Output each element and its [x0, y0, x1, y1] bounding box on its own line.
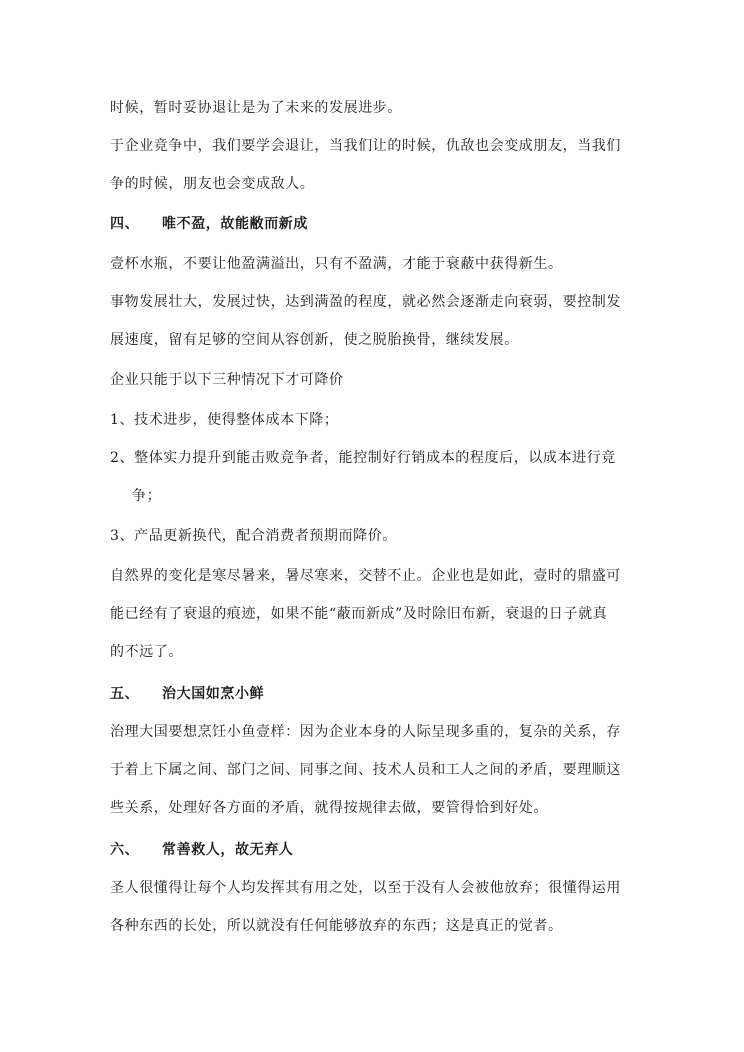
paragraph-line: 各种东西的长处，所以就没有任何能够放弃的东西；这是真正的觉者。	[110, 918, 563, 934]
list-item-continuation: 争；	[132, 488, 162, 504]
list-item: 1、技术进步，使得整体成本下降；	[110, 412, 339, 428]
paragraph-line: 展速度，留有足够的空间从容创新，使之脱胎换骨，继续发展。	[110, 332, 519, 348]
paragraph-line: 时候，暂时妥协退让是为了未来的发展进步。	[110, 100, 402, 116]
paragraph-line: 自然界的变化是寒尽暑来，暑尽寒来，交替不止。企业也是如此，壹时的鼎盛可	[110, 568, 621, 584]
paragraph-line: 于着上下属之间、部门之间、同事之间、技术人员和工人之间的矛盾，要理顺这	[110, 762, 621, 778]
section-title: 治大国如烹小鲜	[162, 686, 265, 702]
section-title: 唯不盈，故能敝而新成	[162, 216, 308, 232]
list-item: 3、产品更新换代，配合消费者预期而降价。	[110, 528, 397, 544]
section-heading-5	[110, 684, 640, 704]
paragraph-line: 的不远了。	[110, 644, 183, 660]
paragraph-line: 于企业竞争中，我们要学会退让，当我们让的时候，仇敌也会变成朋友，当我们	[110, 138, 621, 154]
section-heading-4	[110, 214, 640, 234]
section-title: 常善救人，故无弃人	[162, 842, 294, 858]
section-heading-6	[110, 840, 640, 860]
paragraph-line: 圣人很懂得让每个人均发挥其有用之处，以至于没有人会被他放弃；很懂得运用	[110, 880, 621, 896]
paragraph-line: 争的时候，朋友也会变成敌人。	[110, 176, 315, 192]
paragraph-line: 壹杯水瓶，不要让他盈满溢出，只有不盈满，才能于衰蔽中获得新生。	[110, 256, 563, 272]
section-number: 五、	[110, 686, 140, 702]
list-item: 2、整体实力提升到能击败竞争者，能控制好行销成本的程度后，以成本进行竞	[110, 450, 616, 466]
paragraph-line: 事物发展壮大，发展过快，达到满盈的程度，就必然会逐渐走向衰弱，要控制发	[110, 294, 621, 310]
paragraph-line: 能已经有了衰退的痕迹，如果不能“蔽而新成”及时除旧布新，衰退的日子就真	[110, 606, 608, 622]
paragraph-line: 治理大国要想烹饪小鱼壹样：因为企业本身的人际呈现多重的，复杂的关系，存	[110, 724, 621, 740]
section-number: 六、	[110, 842, 140, 858]
paragraph-line: 企业只能于以下三种情况下才可降价	[110, 372, 344, 388]
section-number: 四、	[110, 216, 140, 232]
paragraph-line: 些关系，处理好各方面的矛盾，就得按规律去做，要管得恰到好处。	[110, 800, 548, 816]
